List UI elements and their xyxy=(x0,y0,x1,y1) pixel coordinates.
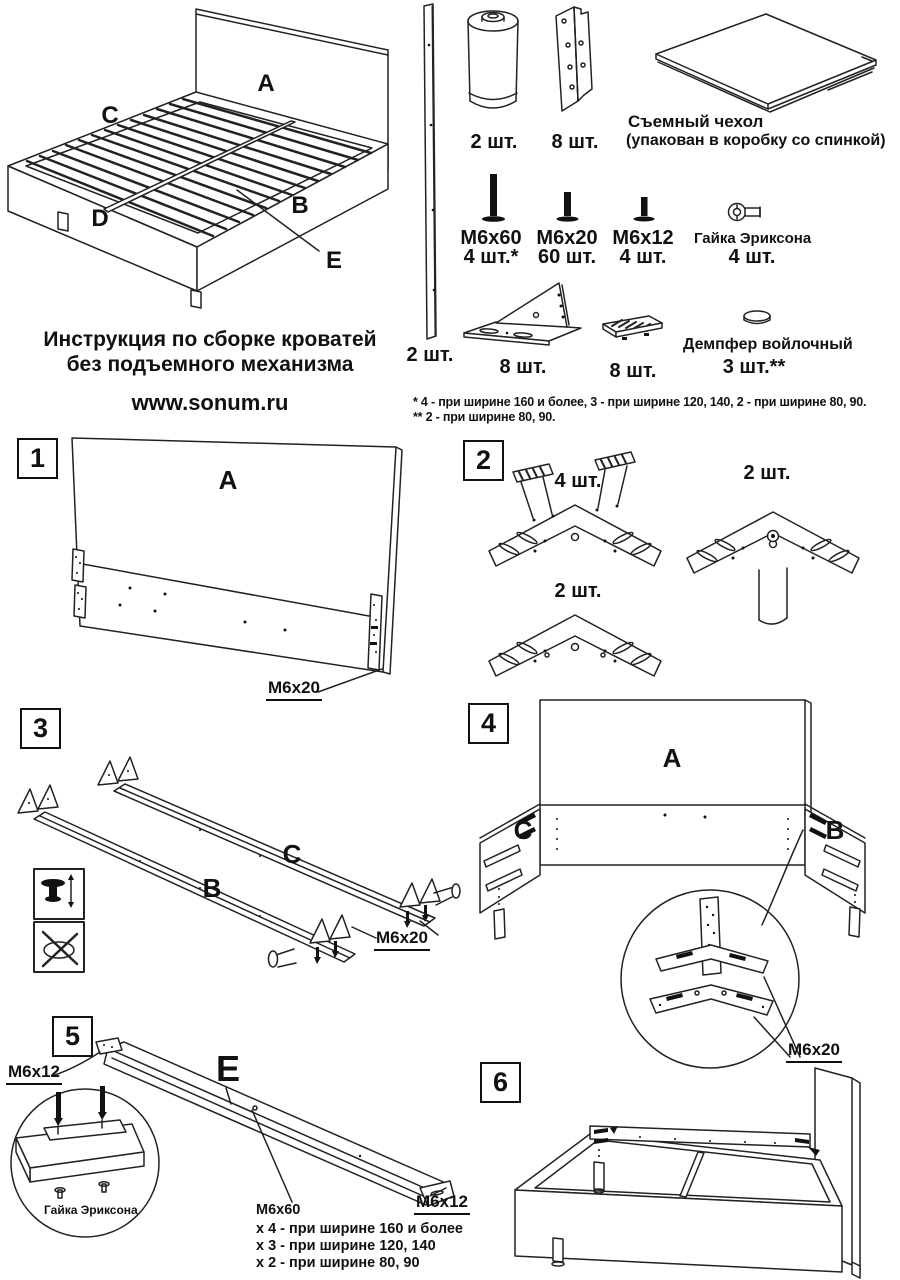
m6x60-qty: 4 шт.* xyxy=(463,246,519,268)
corner-bracket-part-drawing xyxy=(548,3,602,115)
step5-m6x12-right-callout: M6x12 xyxy=(414,1192,470,1215)
cover-name: Съемный чехол xyxy=(628,112,764,131)
doc-title-line1: Инструкция по сборке кроватей xyxy=(43,328,377,351)
step6-number: 6 xyxy=(480,1062,521,1103)
cover-part-drawing xyxy=(648,8,883,120)
step4-rail-b-label: B xyxy=(825,815,845,845)
erikson-nut-qty: 4 шт. xyxy=(728,246,776,268)
step2-plate-alone xyxy=(489,615,661,676)
doc-title-line2: без подъемного механизма xyxy=(66,353,354,376)
m6x60-name: M6x60 xyxy=(460,227,522,249)
gusset-bracket-qty: 8 шт. xyxy=(499,356,547,378)
gusset-bracket-drawing xyxy=(461,275,585,347)
step4-screw-callout: M6x20 xyxy=(786,1040,842,1063)
slat-part-drawing xyxy=(404,0,450,345)
screw-m6x20-drawing xyxy=(555,192,579,223)
step5-m6x12-left-callout: M6x12 xyxy=(6,1062,62,1085)
corner-bracket-qty: 8 шт. xyxy=(551,131,599,153)
m6x20-name: M6x20 xyxy=(536,227,598,249)
step5-m6x60-line2: x 3 - при ширине 120, 140 xyxy=(256,1238,436,1254)
step5-m6x60-line1: x 4 - при ширине 160 и более xyxy=(256,1221,463,1237)
step5-rail-e-label: E xyxy=(215,1048,240,1089)
erikson-nut-drawing xyxy=(727,202,765,222)
step4-number: 4 xyxy=(468,703,509,744)
overview-label-left-rail: C xyxy=(101,102,119,129)
leg-part-drawing xyxy=(464,5,524,120)
step3-screw-callout: M6x20 xyxy=(374,928,430,951)
step2-qty-bottom-left: 2 шт. xyxy=(554,580,602,602)
felt-damper-drawing xyxy=(741,308,773,328)
step5-nut-label: Гайка Эриксона xyxy=(44,1203,138,1217)
step6-diagram xyxy=(490,1050,900,1280)
step2-qty-top-left: 4 шт. xyxy=(554,470,602,492)
slat-holder-qty: 8 шт. xyxy=(609,360,657,382)
m6x20-qty: 60 шт. xyxy=(537,246,597,268)
overview-label-headboard: A xyxy=(257,70,275,97)
footnote-line2: ** 2 - при ширине 80, 90. xyxy=(413,410,556,424)
step1-screw-callout: M6x20 xyxy=(266,678,322,701)
step3-rail-c-label: C xyxy=(282,839,302,869)
step2-qty-top-right: 2 шт. xyxy=(743,462,791,484)
step2-number: 2 xyxy=(463,440,504,481)
step1-panel-label: A xyxy=(218,465,238,495)
step1-number: 1 xyxy=(17,438,58,479)
step3-rail-b-label: B xyxy=(202,873,222,903)
m6x12-name: M6x12 xyxy=(612,227,674,249)
leg-qty: 2 шт. xyxy=(470,131,518,153)
step2-diagram xyxy=(455,430,900,680)
erikson-nut-name: Гайка Эриксона xyxy=(694,230,812,247)
step2-plate-with-leg xyxy=(687,512,859,624)
overview-label-right-rail: B xyxy=(291,192,309,219)
slat-qty: 2 шт. xyxy=(406,344,454,366)
overview-label-foot-rail: D xyxy=(91,205,109,232)
overview-label-center-rail: E xyxy=(325,247,342,274)
step5-m6x60-line3: x 2 - при ширине 80, 90 xyxy=(256,1255,420,1271)
cover-note: (упакован в коробку со спинкой) xyxy=(626,132,886,149)
website-url: www.sonum.ru xyxy=(131,390,289,415)
step4-panel-label: A xyxy=(662,743,682,773)
felt-damper-qty: 3 шт.** xyxy=(722,356,786,378)
felt-damper-name: Демпфер войлочный xyxy=(683,336,853,353)
m6x12-qty: 4 шт. xyxy=(619,246,667,268)
step4-rail-c-label: C xyxy=(513,815,533,845)
step5-number: 5 xyxy=(52,1016,93,1057)
slat-holder-drawing xyxy=(600,313,666,343)
screw-m6x12-drawing xyxy=(633,197,655,223)
screw-m6x60-drawing xyxy=(481,174,505,224)
footnote-line1: * 4 - при ширине 160 и более, 3 - при ширине 120, 140, 2 - при ширине 80, 90. xyxy=(413,395,867,409)
step5-m6x60-title: M6x60 xyxy=(256,1202,301,1218)
step3-number: 3 xyxy=(20,708,61,749)
step3-hint-icons xyxy=(33,868,85,974)
